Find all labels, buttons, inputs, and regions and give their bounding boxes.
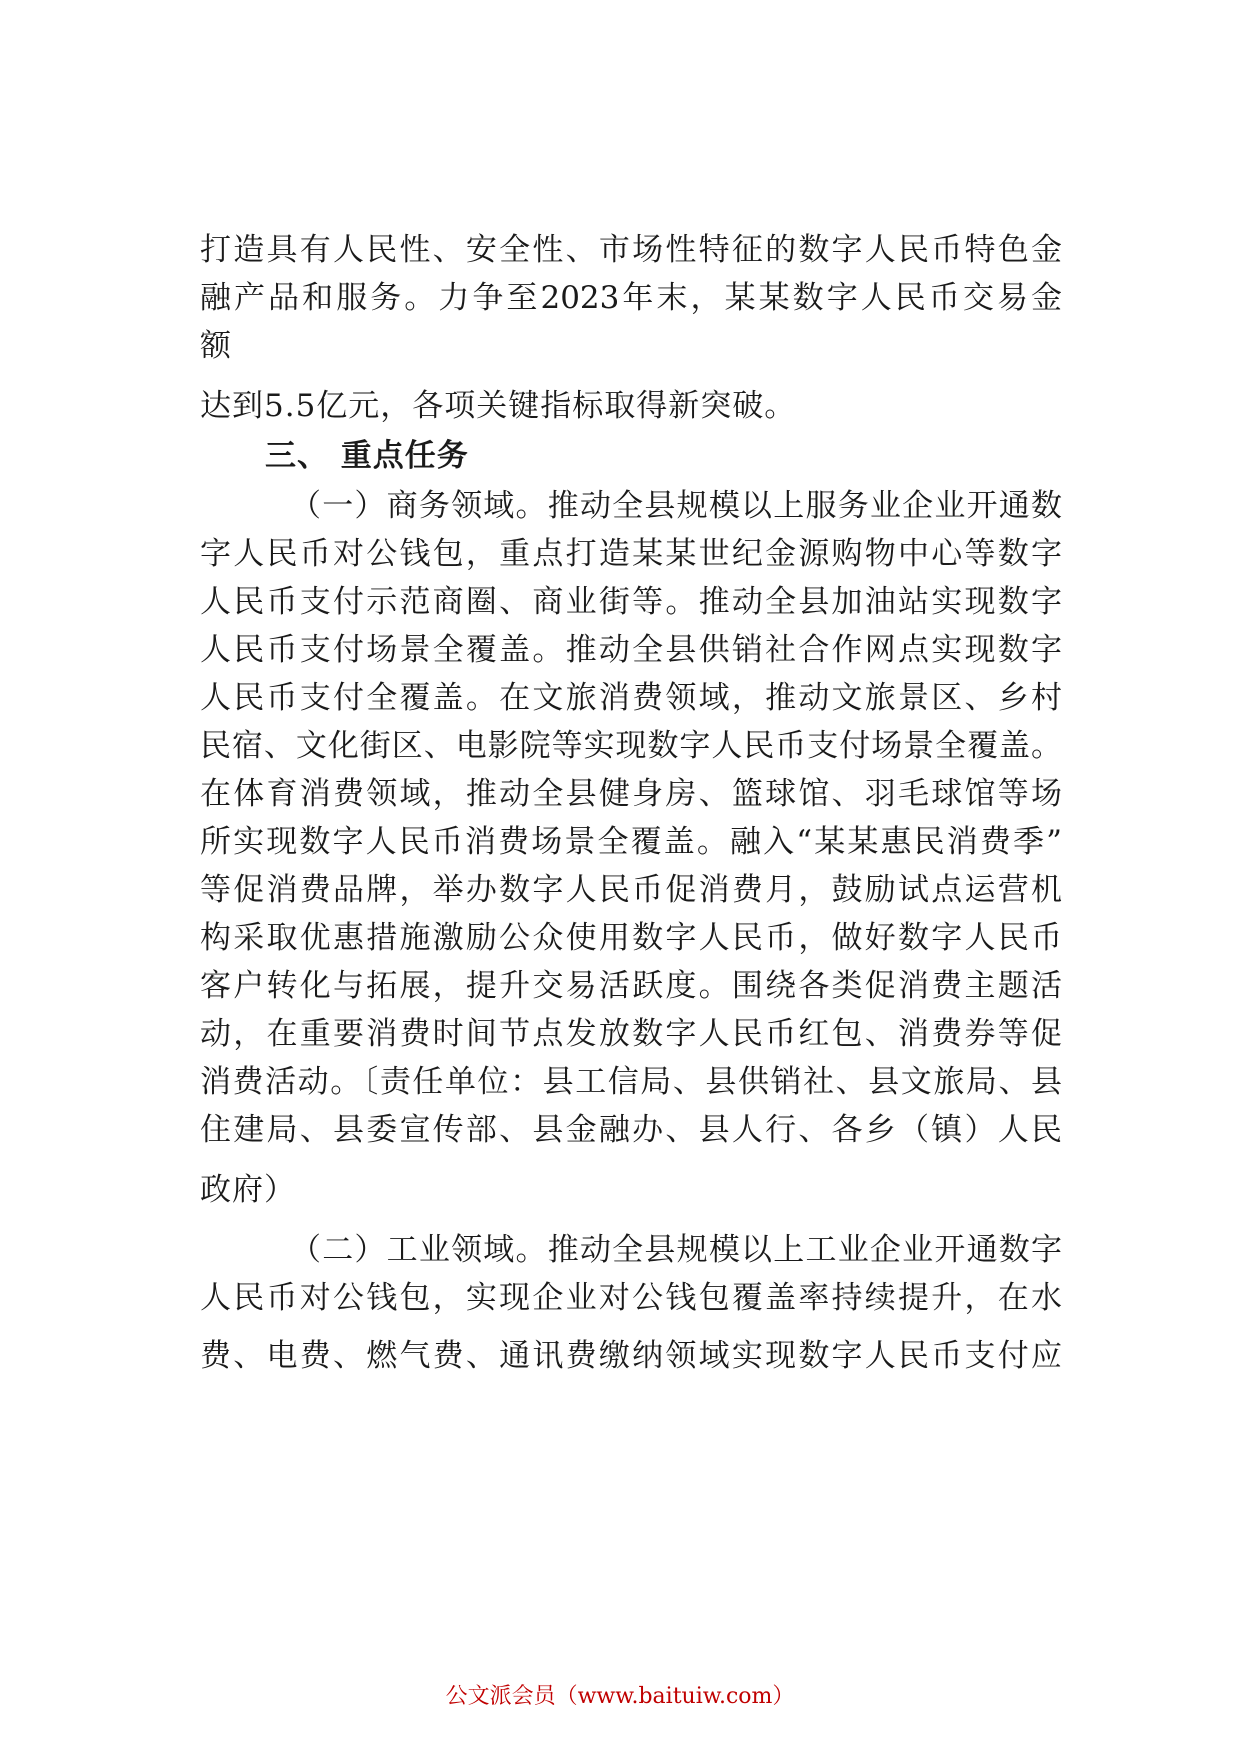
paragraph-line: 消费活动。〔责任单位：县工信局、县供销社、县文旅局、县 [200,1064,1062,1100]
paragraph-line: 人民币支付示范商圈、商业街等。推动全县加油站实现数字 [200,584,1062,620]
section-heading: 三、 重点任务 [265,438,469,474]
paragraph-line: 等促消费品牌，举办数字人民币促消费月，鼓励试点运营机 [200,872,1062,908]
paragraph-line: 字人民币对公钱包，重点打造某某世纪金源购物中心等数字 [200,536,1062,572]
paragraph-line: 人民币支付全覆盖。在文旅消费领域，推动文旅景区、乡村 [200,680,1062,716]
paragraph-line: 费、电费、燃气费、通讯费缴纳领域实现数字人民币支付应 [200,1338,1062,1374]
paragraph-line: 动，在重要消费时间节点发放数字人民币红包、消费券等促 [200,1016,1062,1052]
footer-watermark: 公文派会员（www.baituiw.com） [445,1684,795,1709]
body-line: 额 [200,328,232,364]
paragraph-line: 住建局、县委宣传部、县金融办、县人行、各乡（镇）人民 [200,1112,1062,1148]
paragraph-line: 人民币对公钱包，实现企业对公钱包覆盖率持续提升，在水 [200,1280,1062,1316]
paragraph-line: 政府） [200,1172,296,1208]
paragraph-line: 人民币支付场景全覆盖。推动全县供销社合作网点实现数字 [200,632,1062,668]
paragraph-line: 在体育消费领域，推动全县健身房、篮球馆、羽毛球馆等场 [200,776,1062,812]
body-line: 打造具有人民性、安全性、市场性特征的数字人民币特色金 [200,232,1062,268]
paragraph-line: 构采取优惠措施激励公众使用数字人民币，做好数字人民币 [200,920,1062,956]
paragraph-line: （一）商务领域。推动全县规模以上服务业企业开通数 [290,488,1062,524]
paragraph-line: 所实现数字人民币消费场景全覆盖。融入“某某惠民消费季” [200,824,1062,860]
body-line: 达到5.5亿元，各项关键指标取得新突破。 [200,388,797,424]
paragraph-line: 民宿、文化街区、电影院等实现数字人民币支付场景全覆盖。 [200,728,1062,764]
paragraph-line: （二）工业领域。推动全县规模以上工业企业开通数字 [290,1232,1062,1268]
body-line: 融产品和服务。力争至2023年末，某某数字人民币交易金 [200,280,1062,316]
paragraph-line: 客户转化与拓展，提升交易活跃度。围绕各类促消费主题活 [200,968,1062,1004]
